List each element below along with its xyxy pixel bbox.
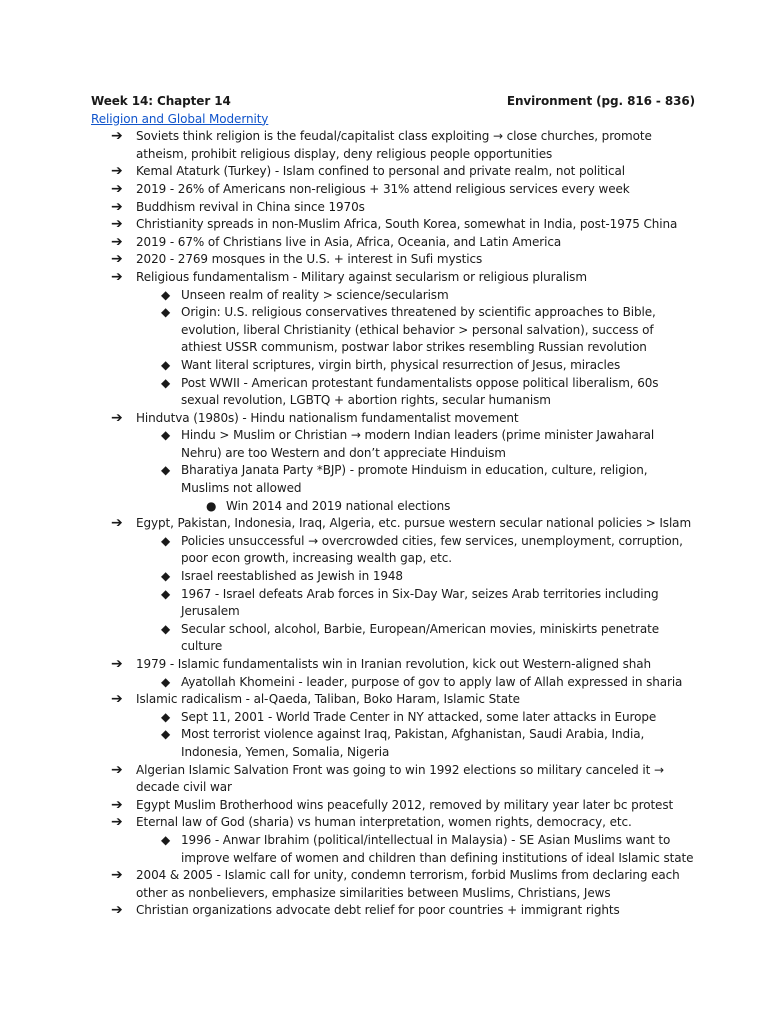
list-item-text: 2019 - 67% of Christians live in Asia, Africa, Oceania, and Latin America: [136, 234, 562, 249]
diamond-bullet-icon: ◆: [161, 357, 171, 372]
diamond-bullet-icon: ◆: [161, 832, 171, 847]
list-item: [91, 199, 695, 217]
list-item: [91, 410, 695, 428]
arrow-bullet-icon: ➔: [111, 656, 123, 672]
list-item-text: Buddhism revival in China since 1970s: [136, 199, 365, 214]
list-item: [91, 709, 695, 727]
diamond-bullet-icon: ◆: [161, 533, 171, 548]
list-item: [91, 621, 695, 656]
list-item-text: Sept 11, 2001 - World Trade Center in NY attacked, some later attacks in Europe: [181, 709, 657, 724]
list-item: [91, 832, 695, 867]
list-item-text: Religious fundamentalism - Military against secularism or religious pluralism: [136, 269, 587, 284]
list-item-text: Christianity spreads in non-Muslim Africa, South Korea, somewhat in India, post-1975 China: [136, 217, 678, 232]
list-item-text: Win 2014 and 2019 national elections: [226, 498, 451, 513]
dot-bullet-icon: ●: [206, 498, 217, 513]
arrow-bullet-icon: ➔: [111, 198, 123, 215]
arrow-bullet-icon: ➔: [111, 409, 123, 426]
arrow-bullet-icon: ➔: [111, 814, 123, 831]
list-item-text: Bharatiya Janata Party *BJP) - promote Hinduism in education, culture, religion, Muslims not allowed: [181, 463, 648, 496]
arrow-bullet-icon: ➔: [111, 216, 123, 233]
diamond-bullet-icon: ◆: [161, 586, 171, 601]
document-page: [91, 93, 695, 920]
arrow-bullet-icon: ➔: [111, 902, 123, 919]
arrow-bullet-icon: ➔: [111, 691, 123, 708]
list-item-text: Want literal scriptures, virgin birth, physical resurrection of Jesus, miracles: [181, 357, 621, 372]
list-item-text: Egypt Muslim Brotherhood wins peacefully 2012, removed by military year later bc protest: [136, 797, 674, 812]
list-item: [91, 867, 695, 902]
arrow-bullet-icon: ➔: [111, 796, 123, 813]
arrow-bullet-icon: ➔: [111, 233, 123, 250]
diamond-bullet-icon: ◆: [161, 569, 171, 584]
arrow-bullet-icon: ➔: [111, 867, 123, 884]
list-item: [91, 269, 695, 287]
arrow-bullet-icon: ➔: [111, 251, 123, 268]
list-item: [91, 515, 695, 533]
list-item: [91, 251, 695, 269]
diamond-bullet-icon: ◆: [161, 709, 171, 724]
list-item: [91, 427, 695, 462]
list-item: [91, 568, 695, 586]
list-item: [91, 498, 695, 516]
list-item: [91, 674, 695, 692]
list-item: [91, 533, 695, 568]
arrow-bullet-icon: ➔: [111, 163, 123, 180]
list-item-text: Eternal law of God (sharia) vs human interpretation, women rights, democracy, etc.: [136, 815, 632, 830]
list-item-text: Islamic radicalism - al-Qaeda, Taliban, Boko Haram, Islamic State: [136, 692, 520, 707]
page-header: [91, 93, 695, 111]
arrow-bullet-icon: ➔: [111, 180, 123, 197]
arrow-bullet-icon: ➔: [111, 515, 123, 532]
list-item-text: Algerian Islamic Salvation Front was going to win 1992 elections so military canceled it → decade civil war: [136, 762, 664, 795]
list-item: [91, 691, 695, 709]
list-item-text: Ayatollah Khomeini - leader, purpose of gov to apply law of Allah expressed in sharia: [181, 674, 683, 689]
list-item-text: 2019 - 26% of Americans non-religious + 31% attend religious services every week: [136, 181, 630, 196]
list-item: [91, 181, 695, 199]
list-item-text: Post WWII - American protestant fundamentalists oppose political liberalism, 60s sexual revolution, LGBTQ + abortion rights, secular humanism: [181, 375, 659, 408]
list-item-text: Hindutva (1980s) - Hindu nationalism fundamentalist movement: [136, 410, 519, 425]
arrow-bullet-icon: ➔: [111, 128, 123, 145]
list-item-text: Israel reestablished as Jewish in 1948: [181, 569, 403, 584]
list-item: [91, 762, 695, 797]
list-item: [91, 163, 695, 181]
page-range: Environment (pg. 816 - 836): [506, 94, 695, 108]
list-item: [91, 797, 695, 815]
list-item: [91, 216, 695, 234]
list-item-text: Policies unsuccessful → overcrowded cities, few services, unemployment, corruption, poor econ growth, increasing wealth gap, etc.: [181, 533, 683, 566]
list-item-text: Kemal Ataturk (Turkey) - Islam confined to personal and private realm, not political: [136, 164, 625, 179]
list-item-text: Christian organizations advocate debt relief for poor countries + immigrant rights: [136, 903, 620, 918]
diamond-bullet-icon: ◆: [161, 305, 171, 320]
list-item-text: Secular school, alcohol, Barbie, European/American movies, miniskirts penetrate culture: [181, 621, 659, 654]
list-item: [91, 586, 695, 621]
list-item: [91, 902, 695, 920]
list-item-text: 1967 - Israel defeats Arab forces in Six-Day War, seizes Arab territories including Jerusalem: [181, 586, 659, 619]
diamond-bullet-icon: ◆: [161, 463, 171, 478]
list-item-text: Origin: U.S. religious conservatives threatened by scientific approaches to Bible, evolution, liberal Christianity (ethical behavior > personal salvation), success of athiest USSR communism, postwar labor strikes resembling Russian revolution: [181, 305, 656, 355]
diamond-bullet-icon: ◆: [161, 727, 171, 742]
list-item: [91, 375, 695, 410]
list-item: [91, 128, 695, 163]
diamond-bullet-icon: ◆: [161, 674, 171, 689]
list-item-text: Soviets think religion is the feudal/capitalist class exploiting → close churches, promote atheism, prohibit religious display, deny religious people opportunities: [136, 129, 652, 161]
list-item: [91, 357, 695, 375]
list-item-text: Unseen realm of reality > science/secularism: [181, 287, 449, 302]
list-item: [91, 287, 695, 305]
arrow-bullet-icon: ➔: [111, 268, 123, 285]
list-item: [91, 656, 695, 674]
list-item-text: 1996 - Anwar Ibrahim (political/intellectual in Malaysia) - SE Asian Muslims want to improve welfare of women and children than defining institutions of ideal Islamic state: [181, 832, 694, 865]
diamond-bullet-icon: ◆: [161, 375, 171, 390]
list-item: [91, 304, 695, 357]
list-item-text: Hindu > Muslim or Christian → modern Indian leaders (prime minister Jawaharal Nehru) are too Western and don’t appreciate Hinduism: [181, 428, 655, 460]
notes-list: [91, 128, 695, 920]
diamond-bullet-icon: ◆: [161, 428, 171, 443]
list-item-text: 2020 - 2769 mosques in the U.S. + interest in Sufi mystics: [136, 252, 483, 267]
diamond-bullet-icon: ◆: [161, 287, 171, 302]
list-item: [91, 462, 695, 497]
list-item-text: Egypt, Pakistan, Indonesia, Iraq, Algeria, etc. pursue western secular national policies > Islam: [136, 516, 692, 531]
list-item-text: 1979 - Islamic fundamentalists win in Iranian revolution, kick out Western-aligned shah: [136, 657, 651, 671]
section-title-link[interactable]: Religion and Global Modernity: [91, 111, 269, 126]
list-item-text: 2004 & 2005 - Islamic call for unity, condemn terrorism, forbid Muslims from declaring each other as nonbelievers, emphasize similarities between Muslims, Christians, Jews: [136, 868, 680, 900]
list-item: [91, 234, 695, 252]
list-item: [91, 814, 695, 832]
list-item: [91, 726, 695, 761]
chapter-title: Week 14: Chapter 14: [91, 94, 231, 108]
diamond-bullet-icon: ◆: [161, 621, 171, 636]
arrow-bullet-icon: ➔: [111, 761, 123, 778]
list-item-text: Most terrorist violence against Iraq, Pakistan, Afghanistan, Saudi Arabia, India, Indonesia, Yemen, Somalia, Nigeria: [181, 727, 645, 759]
